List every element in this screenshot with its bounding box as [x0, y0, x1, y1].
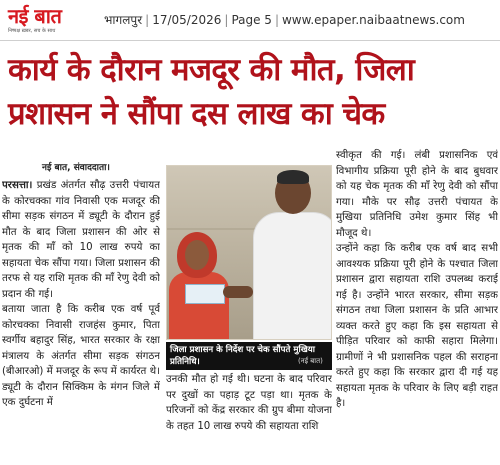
newspaper-logo[interactable]: [8, 5, 80, 37]
website-link[interactable]: www.epaper.naibaatnews.com: [281, 13, 465, 27]
edition-info: [104, 11, 465, 28]
paragraph: उन्होंने कहा कि करीब एक वर्ष बाद सभी आवश्यक प्रक्रिया पूरी होने के पश्चात जिला प्रशासन द्वारा सहायता राशि उपलब्ध कराई गई है। उन्होंने भारत सरकार, सीमा सड़क संगठन तथा जिला प्रशासन के प्रति आभार व्यक्त करते हुए कहा कि इस सहायता से पीड़ित परिवार को काफी सहारा मिलेगा। ग्रामीणों ने भी प्रशासनिक पहल की सराहना करते हुए कहा कि सरकार द्वारा दी गई यह सहायता मृतक के परिवार के लिए बड़ी राहत है।: [336, 243, 498, 409]
article-column-2: [166, 372, 332, 465]
edition-date: 17/05/2026: [152, 13, 222, 27]
photo-cheque: [185, 284, 225, 304]
headline-line-1: कार्य के दौरान मजदूर की मौत, जिला: [8, 52, 415, 88]
dateline-lead: परसत्ता।: [2, 180, 33, 191]
separator: |: [224, 13, 229, 27]
article-column-3: [336, 148, 498, 465]
headline-line-2: प्रशासन ने सौंपा दस लाख का चेक: [8, 96, 385, 132]
paragraph: [2, 178, 160, 302]
photo-credit: (नई बात): [298, 357, 323, 365]
page-number: Page 5: [231, 13, 272, 27]
photo-hand: [223, 286, 253, 298]
paragraph: उनकी मौत हो गई थी। घटना के बाद परिवार पर दुखों का पहाड़ टूट पड़ा था। मृतक के परिजनों को केंद्र सरकार की ग्रुप बीमा योजना के तहत 10 लाख रुपये की सहायता राशि: [166, 374, 332, 432]
paragraph: बताया जाता है कि करीब एक वर्ष पूर्व कोरचक्का निवासी राजहंस कुमार, पिता स्वर्गीय बहादुर सिंह, भारत सरकार के रक्षा मंत्रालय के अंतर्गत सीमा सड़क संगठन (बीआरओ) में मजदूर के रूप में कार्यरत थे। ड्यूटी के दौरान सिक्किम के मंगन जिले में एक दुर्घटना में: [2, 304, 160, 408]
separator: |: [145, 13, 150, 27]
article-column-1: [2, 178, 160, 465]
separator: |: [274, 13, 279, 27]
caption-text: जिला प्रशासन के निर्देश पर चेक सौंपते मुखिया प्रतिनिधि।: [170, 345, 316, 367]
logo-tagline: निष्पक्ष ख़बर, सच के साथ: [8, 28, 56, 34]
edition-city: भागलपुर: [104, 13, 143, 27]
photo-woman-face: [185, 240, 209, 270]
paragraph: स्वीकृत की गई। लंबी प्रशासनिक एवं विभागीय प्रक्रिया पूरी होने के बाद बुधवार को यह चेक मृतक की माँ रेणु देवी को सौंपा गया। मौके पर सौढ़ उत्तरी पंचायत के मुखिया प्रतिनिधि उमेश कुमार सिंह भी मौजूद थे।: [336, 150, 498, 239]
photo-man-hair: [277, 170, 309, 184]
photo-man-figure: [253, 212, 332, 340]
dateline: नई बात, संवाददाता।: [42, 163, 110, 173]
photo-woman-figure: [169, 272, 229, 340]
article-headline: [8, 48, 496, 136]
logo-text: नई बात: [8, 4, 62, 28]
masthead: [0, 0, 500, 41]
paragraph-text: प्रखंड अंतर्गत सौढ़ उत्तरी पंचायत के कोरचक्का गांव निवासी एक मजदूर की सीमा सड़क संगठन में ड्यूटी के दौरान हुई मौत के बाद जिला प्रशासन की ओर से मृतक की माँ को 10 लाख रुपये का सहायता चेक सौंपा गया। जिला प्रशासन की तरफ से यह राशि मृतक की माँ रेणु देवी को प्रदान की गई।: [2, 180, 160, 300]
article-photo: [166, 165, 332, 340]
